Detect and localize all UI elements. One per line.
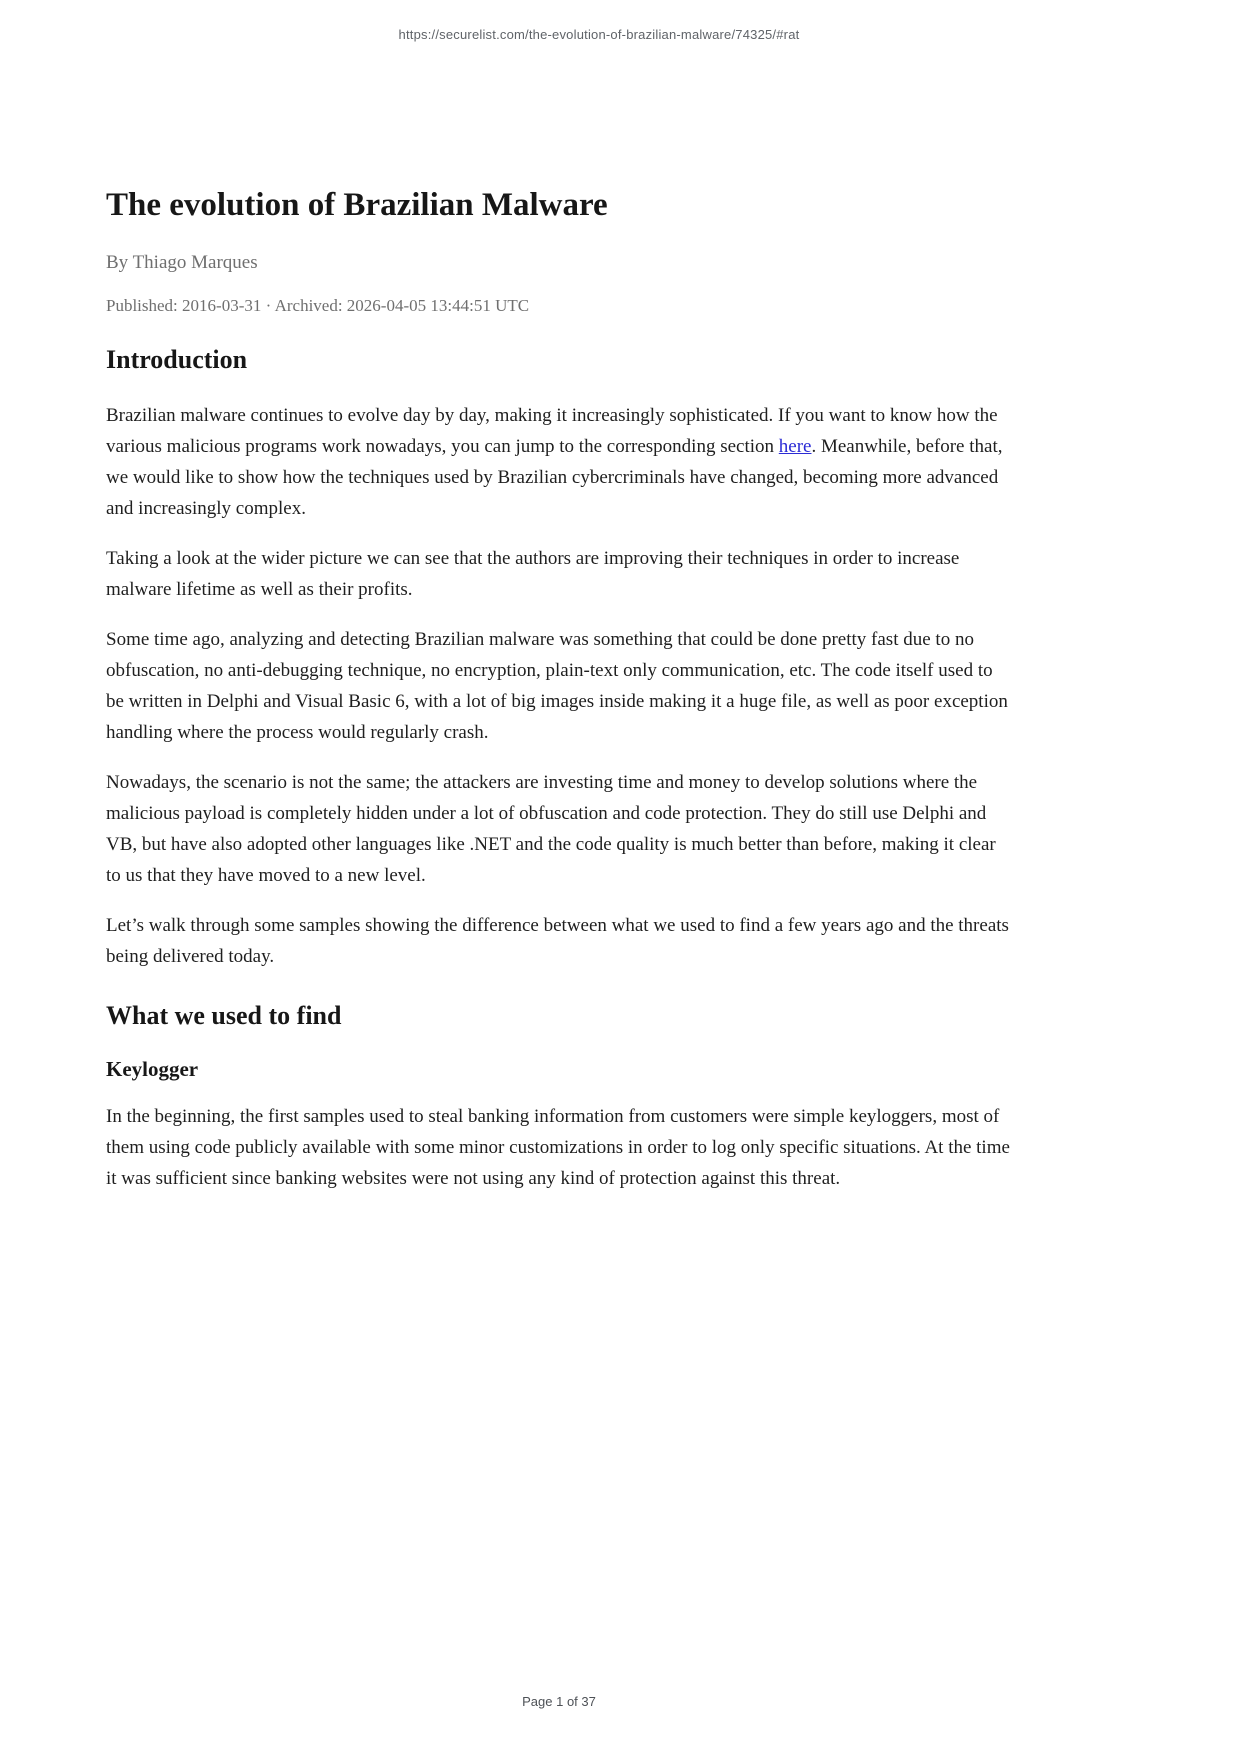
- keylogger-paragraph-1: In the beginning, the first samples used to steal banking information from customers were simple keyloggers, most of them using code publicly available with some minor customizations in order to log only specific situations. At the time it was sufficient since banking websites were not using any kind of protection against this threat.: [106, 1106, 1010, 1190]
- intro-paragraph-4: Nowadays, the scenario is not the same; the attackers are investing time and money to develop solutions where the malicious payload is completely hidden under a lot of obfuscation and code protection. They do still use Delphi and VB, but have also adopted other languages like .NET and the code quality is much better than before, making it clear to us that they have moved to a new level.: [106, 771, 996, 886]
- paragraph-text: Brazilian malware continues to evolve day by day, making it increasingly sophisticated. If you want to know how the various malicious programs work nowadays, you can jump to the corresponding section: [106, 404, 998, 457]
- print-footer: [106, 1694, 1012, 1709]
- intro-paragraph-5: Let’s walk through some samples showing the difference between what we used to find a few years ago and the threats being delivered today.: [106, 914, 1009, 967]
- article-content: [106, 0, 1012, 1213]
- here-link[interactable]: here: [778, 435, 812, 457]
- intro-paragraph-2: Taking a look at the wider picture we can see that the authors are improving their techniques in order to increase malware lifetime as well as their profits.: [106, 547, 960, 600]
- page-number: Page 1 of 37: [522, 1694, 596, 1709]
- page-url: https://securelist.com/the-evolution-of-brazilian-malware/74325/#rat: [398, 27, 800, 42]
- article-meta-dates: Published: 2016-03-31 · Archived: 2026-04-05 13:44:51 UTC: [106, 295, 530, 315]
- section-heading-what-we-used-to-find: What we used to find: [106, 1000, 342, 1030]
- article-byline: By Thiago Marques: [106, 251, 258, 273]
- page-title: The evolution of Brazilian Malware: [106, 187, 608, 223]
- section-heading-introduction: Introduction: [106, 344, 248, 374]
- intro-paragraph-1: [106, 400, 1012, 524]
- subsection-heading-keylogger: Keylogger: [106, 1056, 199, 1081]
- paragraph-text: . Meanwhile, before that, we would like to show how the techniques used by Brazilian cybercriminals have changed, becoming more advanced and increasingly complex.: [106, 435, 1003, 519]
- intro-paragraph-3: Some time ago, analyzing and detecting Brazilian malware was something that could be done pretty fast due to no obfuscation, no anti-debugging technique, no encryption, plain-text only communication, etc. The code itself used to be written in Delphi and Visual Basic 6, with a lot of big images inside making it a huge file, as well as poor exception handling where the process would regularly crash.: [106, 628, 1008, 743]
